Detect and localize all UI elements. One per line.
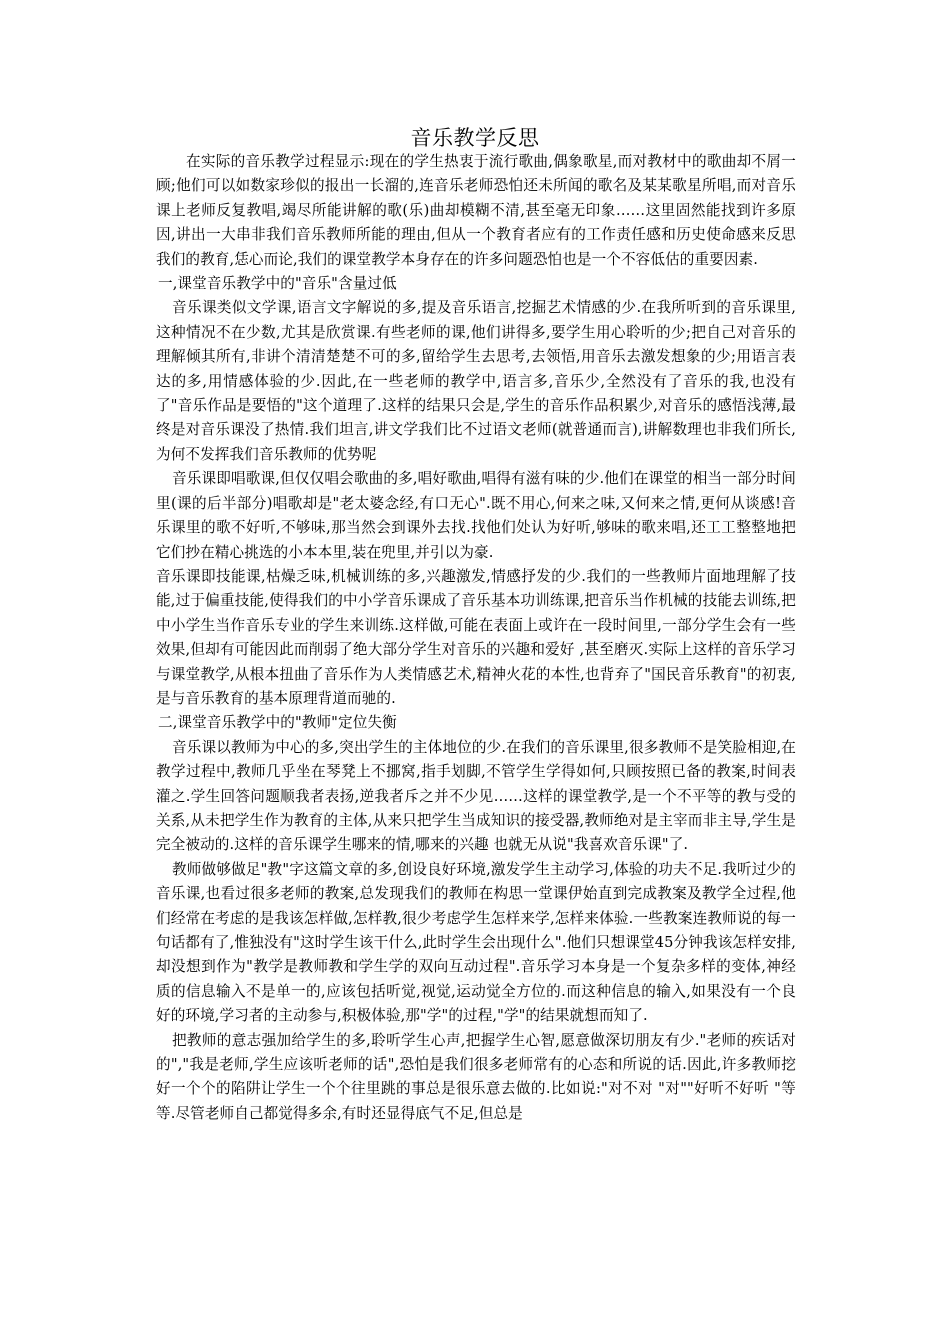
body-paragraph: 音乐课即技能课,枯燥乏味,机械训练的多,兴趣激发,情感抒发的少.我们的一些教师片面地理解了技能,过于偏重技能,使得我们的中小学音乐课成了音乐基本功训练课,把音乐当作机械的技能去训练,把中小学生当作音乐专业的学生来训练.这样做,可能在表面上或许在一段时间里,一部分学生会有一些效果,但却有可能因此而削弱了绝大部分学生对音乐的兴趣和爱好 ,甚至磨灭.实际上这样的音乐学习与课堂教学,从根本扭曲了音乐作为人类情感艺术,精神火花的本性,也背弃了"国民音乐教育"的初衷,是与音乐教育的基本原理背道而驰的. (156, 567, 796, 707)
body-paragraph: 音乐课即唱歌课,但仅仅唱会歌曲的多,唱好歌曲,唱得有滋有味的少.他们在课堂的相当一部分时间里(课的后半部分)唱歌却是"老太婆念经,有口无心".既不用心,何来之味,又何来之情,更何从谈感!音乐课里的歌不好听,不够味,那当然会到课外去找.找他们处认为好听,够味的歌来唱,还工工整整地把它们抄在精心挑选的小本本里,装在兜里,并引以为豪. (156, 470, 796, 561)
section-heading-2: 二,课堂音乐教学中的"教师"定位失衡 (158, 714, 397, 732)
body-paragraph: 教师做够做足"教"字这篇文章的多,创设良好环境,激发学生主动学习,体验的功夫不足.我听过少的音乐课,也看过很多老师的教案,总发现我们的教师在构思一堂课伊始直到完成教案及教学全过程,他们经常在考虑的是我该怎样做,怎样教,很少考虑学生怎样来学,怎样来体验.一些教案连教师说的每一句话都有了,惟独没有"这时学生该干什么,此时学生会出现什么".他们只想课堂45分钟我该怎样安排,却没想到作为"教学是教师教和学生学的双向互动过程".音乐学习本身是一个复杂多样的变体,神经质的信息输入不是单一的,应该包括听觉,视觉,运动觉全方位的.而这种信息的输入,如果没有一个良好的环境,学习者的主动参与,积极体验,那"学"的过程,"学"的结果就想而知了. (156, 860, 796, 1025)
body-paragraph: 把教师的意志强加给学生的多,聆听学生心声,把握学生心智,愿意做深切朋友有少."老师的疾话对的","我是老师,学生应该听老师的话",恐怕是我们很多老师常有的心态和所说的话.因此,许多教师挖好一个个的陷阱让学生一个个往里跳的事总是很乐意去做的.比如说:"对不对 "对""好听不好听 "等等.尽管老师自己都觉得多余,有时还显得底气不足,但总是 (156, 1031, 796, 1122)
body-paragraph: 音乐课以教师为中心的多,突出学生的主体地位的少.在我们的音乐课里,很多教师不是笑脸相迎,在教学过程中,教师几乎坐在琴凳上不挪窝,指手划脚,不管学生学得如何,只顾按照已备的教案,时间表灌之.学生回答问题顺我者表扬,逆我者斥之并不少见……这样的课堂教学,是一个不平等的教与受的关系,从未把学生作为教育的主体,从来只把学生当成知识的接受器,教师绝对是主宰而非主导,学生是完全被动的.这样的音乐课学生哪来的情,哪来的兴趣 也就无从说"我喜欢音乐课"了. (156, 738, 796, 854)
section-heading-1: 一,课堂音乐教学中的"音乐"含量过低 (158, 275, 397, 293)
intro-paragraph: 在实际的音乐教学过程显示:现在的学生热衷于流行歌曲,偶象歌星,而对教材中的歌曲却不屑一顾;他们可以如数家珍似的报出一长溜的,连音乐老师恐怕还未所闻的歌名及某某歌星所唱,而对音乐课上老师反复教唱,竭尽所能讲解的歌(乐)曲却模糊不清,甚至毫无印象……这里固然能找到许多原因,讲出一大串非我们音乐教师所能的理由,但从一个教育者应有的工作责任感和历史使命感来反思我们的教育,恁心而论,我们的课堂教学本身存在的许多问题恐怕也是一个不容低估的重要因素. (156, 153, 796, 268)
document-body (156, 150, 796, 1126)
body-paragraph: 音乐课类似文学课,语言文字解说的多,提及音乐语言,挖掘艺术情感的少.在我所听到的音乐课里,这种情况不在少数,尤其是欣赏课.有些老师的课,他们讲得多,要学生用心聆听的少;把自己对音乐的理解倾其所有,非讲个清清楚楚不可的多,留给学生去思考,去领悟,用音乐去激发想象的少;用语言表达的多,用情感体验的少.因此,在一些老师的教学中,语言多,音乐少,全然没有了音乐的我,也没有了"音乐作品是要悟的"这个道理了.这样的结果只会是,学生的音乐作品积累少,对音乐的感悟浅薄,最终是对音乐课没了热情.我们坦言,讲文学我们比不过语文老师(就普通而言),讲解数理也非我们所长,为何不发挥我们音乐教师的优势呢 (156, 299, 796, 463)
document-title: 音乐教学反思 (410, 126, 540, 150)
